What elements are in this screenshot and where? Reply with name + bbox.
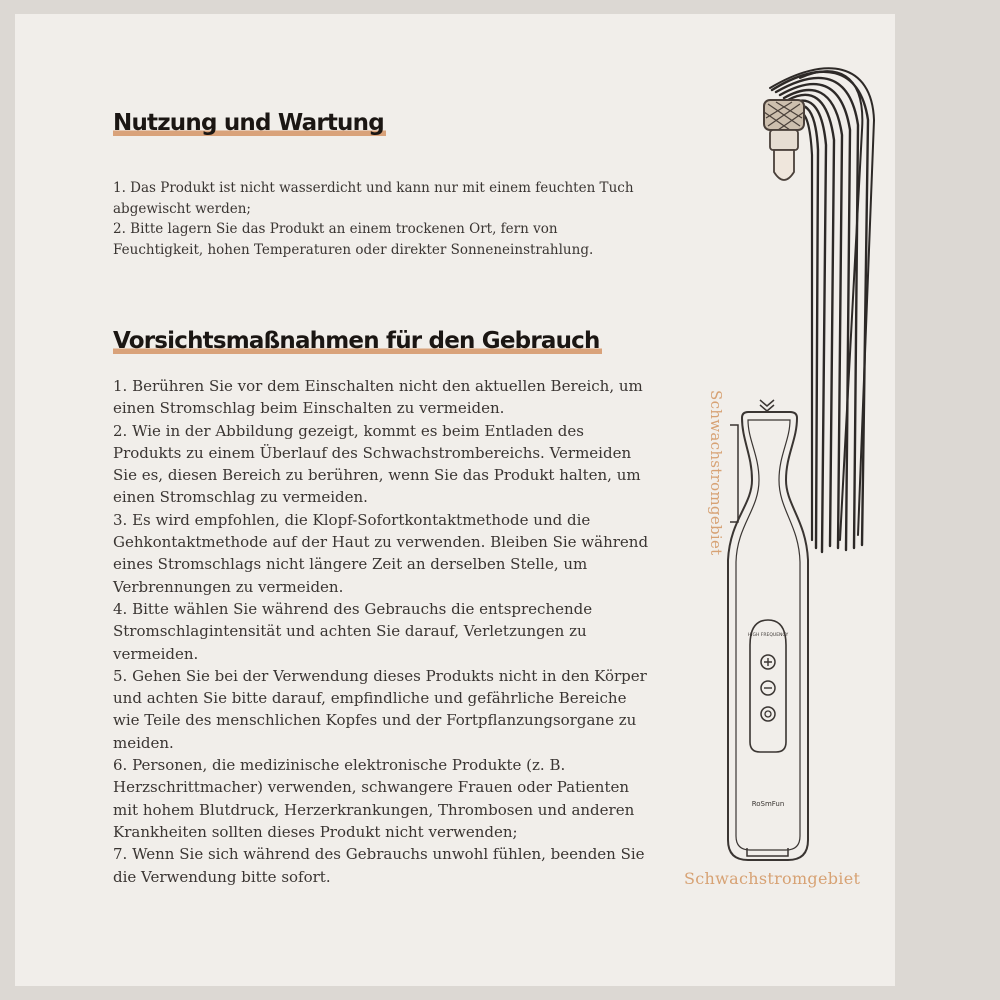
- precaution-item-3: 3. Es wird empfohlen, die Klopf-Sofortkontaktmethode und die Gehkontaktmethode auf der Haut zu verwenden. Bleiben Sie während eines Stromschlags nicht längere Zeit an derselben Stelle, um Verbrennungen zu vermeiden.: [113, 510, 649, 596]
- panel-label: HIGH FREQUENCY: [747, 633, 789, 638]
- precaution-item-1: 1. Berühren Sie vor dem Einschalten nicht den aktuellen Bereich, um einen Stromschlag beim Einschalten zu vermeiden.: [113, 377, 643, 418]
- usage-list: [113, 178, 643, 260]
- zone-label-vertical: Schwachstromgebiet: [707, 390, 725, 556]
- whip-cap: [764, 100, 804, 180]
- precaution-item-7: 7. Wenn Sie sich während des Gebrauchs unwohl fühlen, beenden Sie die Verwendung bitte sofort.: [113, 845, 645, 886]
- zone-label-horizontal: Schwachstromgebiet: [684, 869, 861, 888]
- usage-heading: Nutzung und Wartung: [113, 110, 384, 136]
- precaution-item-5: 5. Gehen Sie bei der Verwendung dieses Produkts nicht in den Körper und achten Sie bitte darauf, empfindliche und gefährliche Bereiche wie Teile des menschlichen Kopfes und der Fortpflanzungsorgane zu meiden.: [113, 666, 647, 752]
- control-panel: [748, 620, 789, 752]
- usage-item-2: 2. Bitte lagern Sie das Produkt an einem trockenen Ort, fern von Feuchtigkeit, hohen Temperaturen oder direkter Sonneneinstrahlung.: [113, 221, 594, 258]
- usage-item-1: 1. Das Produkt ist nicht wasserdicht und kann nur mit einem feuchten Tuch abgewischt werden;: [113, 180, 634, 217]
- zone-bracket-horizontal: [747, 848, 788, 856]
- precaution-item-4: 4. Bitte wählen Sie während des Gebrauchs die entsprechende Stromschlagintensität und achten Sie darauf, Verletzungen zu vermeiden.: [113, 599, 593, 663]
- precaution-item-6: 6. Personen, die medizinische elektronische Produkte (z. B. Herzschrittmacher) verwenden, schwangere Frauen oder Patienten mit hohem Blutdruck, Herzerkrankungen, Thrombosen und anderen Krankheiten sollten dieses Produkt nicht verwenden;: [113, 756, 635, 841]
- product-illustration: [660, 55, 890, 905]
- zone-bracket-vertical: [730, 425, 738, 522]
- precaution-item-2: 2. Wie in der Abbildung gezeigt, kommt es beim Entladen des Produkts zu einem Überlauf des Schwachstrombereichs. Vermeiden Sie es, diesen Bereich zu berühren, wenn Sie das Produkt halten, um einen Stromschlag zu vermeiden.: [113, 421, 641, 507]
- chevron-down-icon: [760, 400, 774, 411]
- precautions-heading: Vorsichtsmaßnahmen für den Gebrauch: [113, 328, 600, 354]
- brand-logo-text: RoSmFun: [751, 800, 785, 808]
- precautions-list: [113, 375, 653, 888]
